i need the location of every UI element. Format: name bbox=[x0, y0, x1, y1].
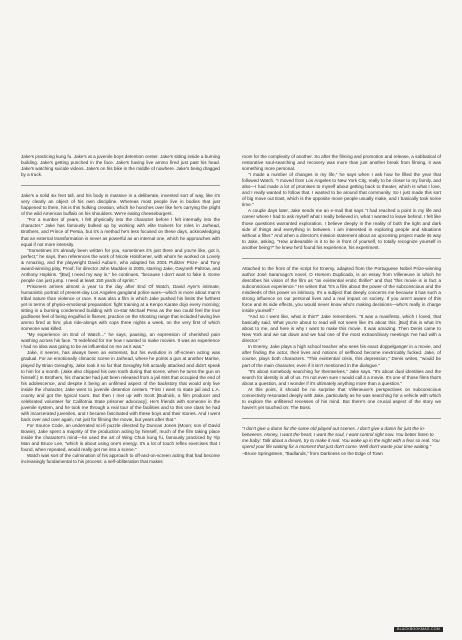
paragraph: Jake, it seems, has always been an extremist, but his evolution in off-screen acting was gradual. For an emotionally climactic scene in Jarhead, where he points a gun at another Marine, played by Brian Geraghty, Jake took it so far that Geraghty felt actually attacked and didn't speak to him for a month. (Jake also chipped his own tooth during that scene, when he turns the gun on himself.) In Brothers, his character had just been released from a jail stint that occupied the end of his adolescence, and despite it being an unfilmed aspect of the backstory that would only live inside the character, Jake went to juvenile detention centers. "First I went to state jail and L.A. county and got the typical tours. But then I met up with Scott [Budnick, a film producer and celebrated volunteer for California State prisoner advocacy]. He's friends with someone in the juvenile system, and he took me through a real tour of the facilities and to this one class he had with incarcerated juveniles, and I became fascinated with these boys and their stories. And I went back over and over again, not just for filming the movie, but years after that." bbox=[21, 350, 220, 422]
paragraph: Watch was sort of the culmination of his approach to off-and-on-screen acting that had become increasingly fundamental to his process: a self-obliteration that makes bbox=[21, 453, 220, 465]
paragraph: Attached to the front of the script for Enemy, adapted from the Portuguese Nobel Prize-winning author José Saramago's novel, O Homem Duplicado, is an essay from Villeneuve in which he describes his vision of the film as "an existential erotic thriller" and that "this movie is in fact a subconscious experience." He writes that "it's a film about the power of the subconscious and the misdeeds of this power on intimacy. It's a subject that deeply concerns me because it has such a strong influence on our personal lives and a real impact on society. If you aren't aware of this force and its side effects, you would never know who's making decisions—who's really in charge inside yourself." bbox=[242, 265, 441, 314]
page-folio: BLACKBOOKMAG.COM bbox=[394, 627, 443, 632]
quote-attribution: –Bruce Springsteen, "Badlands," from Darkness on the Edge of Town bbox=[242, 451, 383, 457]
paragraph: "I made a number of changes in my life," he says when I ask how he filled the year that followed Watch. "I moved from Los Angeles to New York City, really to be closer to my family, and also—I had made a lot of promises to myself about getting back to theater, which is what I love, and I really wanted to follow that. I wanted to be around that community. So I just made this sort of big move out East, which is the opposite move people usually make, and I basically took some time." bbox=[242, 172, 441, 208]
paragraph: Jake's a solid six feet tall, and his body is massive in a deliberate, invented sort of way, like it's very clearly an object of his own discipline. Whereas most people live in bodies that just happened to them, his is this hulking creation, which he hunches over like he's carrying the plight of the wild American buffalo on his shoulders. We're eating cheeseburgers. bbox=[21, 193, 220, 217]
paragraph: "And so I went like, what is this?" Jake remembers. "It was a manifesto, which I loved, that basically said, What you're about to read will not seem like it's about this. [But] this is what it's about to me, and here is why I want to make this movie. It was amazing. Then Denis came to New York and we sat down and we had one of the most extraordinary meetings I've had with a director." bbox=[242, 314, 441, 344]
paragraph: Prisoners arrives almost a year to the day after End Of Watch, David Ayer's intimate, humanistic portrait of present-day Los Angeles gangland police wars—which is more about man's tribal nature than violence or race. It was also a film in which Jake pushed his limits the furthest yet in terms of physio-emotional preparation: fight training at a Kenpo Karate dojo every morning; sitting in a burning condemned building with co-star Michael Pena as the two could feel the true godliness feel of being engulfed in flames; practice on the shooting range that included having live ammo fired at him; plus ride-alongs with cops three nights a week, on the very first of which someone was killed. bbox=[21, 283, 220, 332]
paragraph: "It's about somebody searching for themselves," Jake says. "It's about dual identities and the search for identity in all of us. I'm not even sure I would call it a movie. It's one of those films that's about a question, and I wonder if it's ultimately anything more than a question." bbox=[242, 368, 441, 386]
paragraph: For Source Code, an underrated sci-fi puzzle directed by Duncan Jones (Moon; son of David Bowie), Jake spent a majority of the production acting by himself, much of the film taking place inside the character's mind—he used the art of Wing Chun kung fu, famously practiced by Yip Man and Bruce Lee, "which is about using one's energy. It's a lot of touch reflex exercises that I found, when repeated, would really get me into a scene." bbox=[21, 422, 220, 453]
quote-text: "I don't give a damn for the same old played out scenes. I don't give a damn for just the in-betweens. Honey, I want the heart, I want the soul, I want control right now. You better listen to me baby: Talk about a dream, try to make it real. You wake up in the night with a fear so real. You spend your life waiting for a moment that just don't come. Well don't waste your time waiting." bbox=[242, 425, 440, 450]
paragraph: Jake's practicing kung fu. Jake's at a juvenile boys detention center. Jake's sitting inside a burning building. Jake's getting punched in the face. Jake's having live ammo fired just past his head. Jake's watching suicide videos. Jake's on his bike in the middle of nowhere. Jake's being dragged by a truck. bbox=[21, 154, 220, 178]
paragraph: room for the complexity of another. So after the filming and promotion and release, a sabbatical of restorative soul-searching and recovery was more than just another break from filming, it was something more personal. bbox=[242, 154, 441, 172]
paragraph: A couple days later, Jake sends me an e-mail that says "I had reached a point in my life and career where I had to ask myself what I really believed in, what I wanted to leave behind. I felt like those questions warranted exploration. I believe deeply in the reality of both the light and dark side of things and everything in between. I am interested in exploring people and situations without a filter." And when a director's mission statement about an upcoming project made its way to Jake, asking, "How unbearable is it to be in front of yourself, to totally recognize yourself in another being?" he knew he'd found his experience, his experiment. bbox=[242, 208, 441, 250]
section-divider bbox=[21, 185, 220, 186]
pull-quote bbox=[242, 426, 441, 457]
section-divider bbox=[242, 418, 441, 419]
left-column bbox=[21, 154, 220, 465]
right-column bbox=[242, 154, 441, 457]
paragraph: "For a number of years, I felt physically into the character before I felt internally into the character." Jake has famously bulked up by working with elite trainers for roles in Jarhead, Brothers, and Prince of Persia, but it's a method he's less focused on these days, acknowledging that an external transformation is never as powerful as an internal one, which he approaches with equal if not more intensity. bbox=[21, 217, 220, 247]
paragraph: "Sometimes it's already been written for you, sometimes it's just there and you're like, got it, perfect," he says, then references the work of Nicole Holofcener, with whom he worked on Lovely & Amazing, and the playwright David Auburn, who adapted his 2001 Pulitzer Prize- and Tony award-winning play, Proof, for director John Madden in 2005, starring Jake, Gwyneth Paltrow, and Anthony Hopkins. "[But] I need my way in," he continues, "because I don't want to fake it. Some people can just jump. I need at least 150 yards of sprint." bbox=[21, 247, 220, 283]
paragraph: At this point, it should be no surprise that Villeneuve's perspectives on subconscious connectivity resonated deeply with Jake, particularly as he was searching for a vehicle with which to explore the unfiltered recesses of his mind. But there's one crucial aspect of the story we haven't yet touched on: The Boss. bbox=[242, 386, 441, 410]
section-divider bbox=[242, 258, 441, 259]
paragraph: "My experience on End of Watch..." he says, pausing, an expression of cherished pain washing across his face. "It redefined for me how I wanted to make movies. It was an experience I had no idea was going to be as influential on me as it was." bbox=[21, 332, 220, 350]
paragraph: In Enemy, Jake plays a high school teacher who sees his exact doppelganger in a movie, and after finding the actor, their lives and notions of selfhood become inextricably fucked. Jake, of course, plays both characters. "This existential crisis, this depression," Denis writes, "would be part of the main character, even if it isn't mentioned in the dialogue." bbox=[242, 344, 441, 368]
